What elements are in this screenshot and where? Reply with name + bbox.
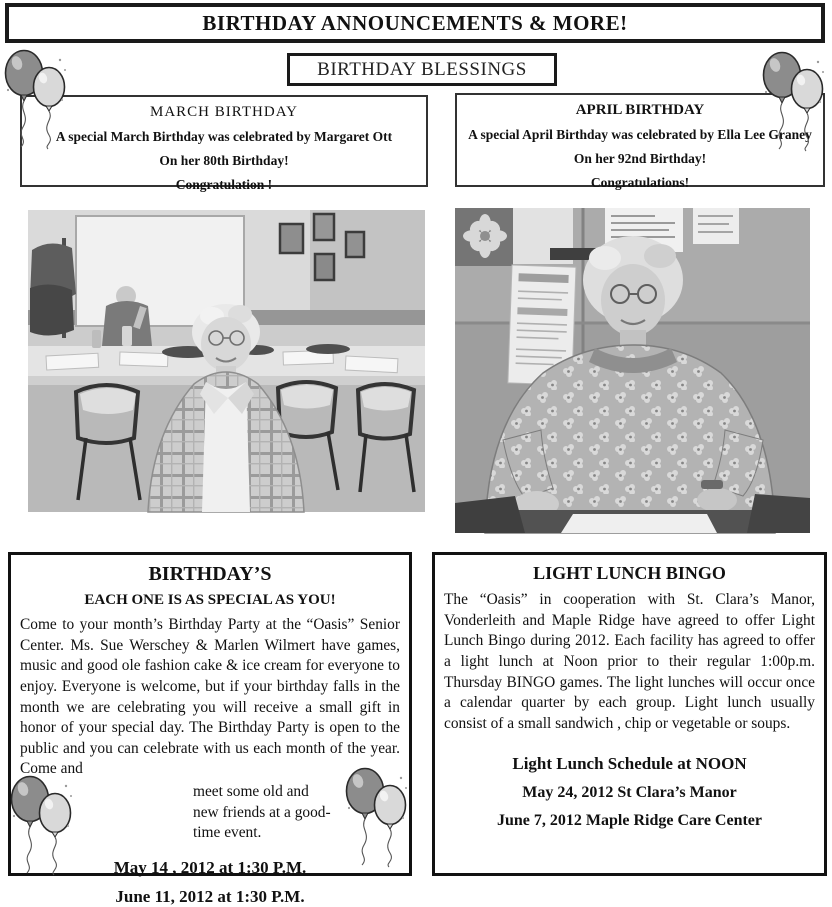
bingo-schedule-1: May 24, 2012 St Clara’s Manor <box>522 784 737 802</box>
april-birthday-line2: On her 92nd Birthday! <box>573 151 707 166</box>
birthdays-title: BIRTHDAY’S <box>148 563 272 585</box>
balloon-pair-icon <box>760 48 830 152</box>
birthdays-body-wrap: meet some old and new friends at a good-time event. <box>193 783 331 842</box>
birthdays-subtitle: EACH ONE IS AS SPECIAL AS YOU! <box>84 592 336 608</box>
balloon-pair-icon <box>343 764 413 868</box>
march-birthday-photo <box>28 210 425 512</box>
birthday-party-date-1: May 14 , 2012 at 1:30 P.M. <box>113 858 307 878</box>
birthdays-body: Come to your month’s Birthday Party at the “Oasis” Senior Center. Ms. Sue Werschey & Marlen Wilmert have games, music and good ole fashion cake & ice cream for everyone to enjoy. Everyone is welcome, but if your birthday falls in the month we are celebrating you will receive a small gift in honor of your special day. The Birthday Party is open to the public and you can celebrate with us each month of the year. Come and <box>20 616 400 778</box>
page-title: BIRTHDAY ANNOUNCEMENTS & MORE! <box>202 10 628 35</box>
april-birthday-photo <box>455 208 810 533</box>
april-birthday-title: APRIL BIRTHDAY <box>575 102 705 118</box>
march-birthday-line1: A special March Birthday was celebrated by Margaret Ott <box>55 129 393 144</box>
bingo-schedule-2: June 7, 2012 Maple Ridge Care Center <box>497 812 762 830</box>
april-birthday-line1: A special April Birthday was celebrated by Ella Lee Graney <box>468 127 812 142</box>
birthday-party-date-2: June 11, 2012 at 1:30 P.M. <box>115 887 305 907</box>
bingo-title: LIGHT LUNCH BINGO <box>533 563 726 583</box>
bingo-schedule-title: Light Lunch Schedule at NOON <box>512 754 747 774</box>
wall-poster-top-right <box>693 208 739 244</box>
april-birthday-line3: Congratulations! <box>590 175 690 190</box>
balloon-pair-icon <box>8 772 78 876</box>
march-birthday-box <box>20 95 428 192</box>
coat-rack <box>30 238 76 338</box>
blessings-title-box <box>287 53 557 86</box>
bingo-box <box>432 552 827 876</box>
page-title-box <box>5 3 825 43</box>
balloon-pair-icon <box>2 46 72 150</box>
march-birthday-title: MARCH BIRTHDAY <box>150 104 298 120</box>
blessings-title: BIRTHDAY BLESSINGS <box>317 58 527 80</box>
march-birthday-line3: Congratulation ! <box>175 177 273 192</box>
march-birthday-line2: On her 80th Birthday! <box>159 153 289 168</box>
bingo-body: The “Oasis” in cooperation with St. Clara’s Manor, Vonderleith and Maple Ridge have agreed to offer Light Lunch Bingo during 2012. Each facility has agreed to offer a light lunch at Noon prior to their regular 1:00p.m. Thursday BINGO games. The light lunches will occur once a calendar quarter by each group. Light lunch usually consist of a small sandwich , chip or vegetable or soups. <box>444 591 815 732</box>
